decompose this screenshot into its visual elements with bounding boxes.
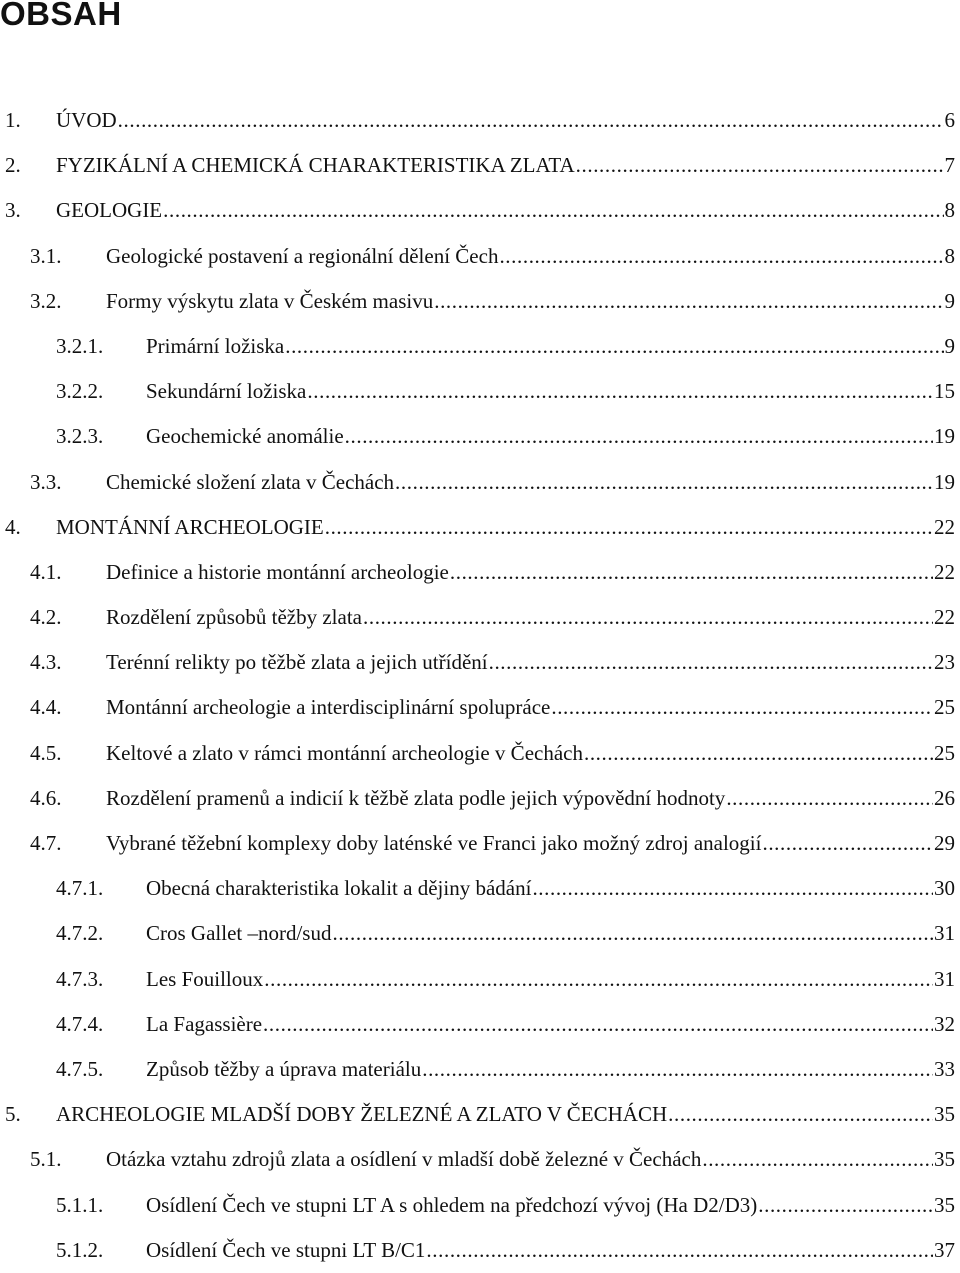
toc-entry-title[interactable]: Obecná charakteristika lokalit a dějiny bádání	[146, 876, 532, 901]
toc-entry-page[interactable]: 33	[934, 1056, 955, 1081]
dot-leader	[163, 188, 943, 233]
dot-leader	[395, 460, 933, 505]
dot-leader	[668, 1092, 933, 1137]
toc-entry-line	[146, 1047, 955, 1092]
toc-entry-title[interactable]: ARCHEOLOGIE MLADŠÍ DOBY ŽELEZNÉ A ZLATO V ČECHÁCH	[56, 1102, 668, 1127]
toc-entry-line	[146, 414, 955, 459]
toc-entry-title[interactable]: Sekundární ložiska	[146, 379, 307, 404]
toc-entry-number: 5.	[5, 1102, 21, 1127]
dot-leader	[584, 731, 933, 776]
toc-entry-line	[146, 911, 955, 956]
toc-entry-line	[146, 1183, 955, 1228]
toc-entry-number: 5.1.1.	[56, 1192, 104, 1217]
toc-entry-title[interactable]: Primární ložiska	[146, 333, 285, 358]
toc-entry-page[interactable]: 35	[934, 1192, 955, 1217]
toc-entry-number: 4.7.	[30, 831, 62, 855]
toc-entry-number: 5.1.	[30, 1147, 62, 1172]
toc-entry-line	[106, 460, 955, 505]
dot-leader	[118, 98, 944, 143]
toc-entry-line	[56, 505, 955, 550]
toc-entry-title[interactable]: Formy výskytu zlata v Českém masivu	[106, 288, 434, 313]
toc-entry-page[interactable]: 15	[934, 379, 955, 404]
toc-entry-line	[106, 595, 955, 640]
toc-entry-title[interactable]: Osídlení Čech ve stupni LT B/C1	[146, 1237, 426, 1262]
toc-entry-title[interactable]: Osídlení Čech ve stupni LT A s ohledem na předchozí vývoj (Ha D2/D3)	[146, 1192, 758, 1217]
dot-leader	[702, 1137, 933, 1182]
toc-entry-page[interactable]: 19	[934, 424, 955, 449]
table-of-contents	[0, 98, 955, 1273]
toc-entry-number: 3.2.1.	[56, 333, 104, 358]
toc-entry-page[interactable]: 37	[934, 1237, 955, 1262]
toc-entry[interactable]	[0, 1047, 955, 1092]
toc-entry[interactable]	[0, 640, 955, 685]
toc-entry-number: 4.5.	[30, 740, 62, 765]
toc-entry-title[interactable]: Les Fouilloux	[146, 966, 264, 991]
toc-entry-title[interactable]: Keltové a zlato v rámci montánní archeologie v Čechách	[106, 740, 583, 765]
toc-entry-title[interactable]: Vybrané těžební komplexy doby laténské ve Franci jako možný zdroj analogií	[106, 831, 762, 855]
dot-leader	[325, 505, 933, 550]
dot-leader	[726, 776, 933, 821]
toc-entry[interactable]	[0, 866, 955, 911]
toc-entry-page[interactable]: 23	[934, 650, 955, 675]
toc-entry-number: 3.	[5, 198, 21, 223]
toc-entry[interactable]	[0, 957, 955, 1002]
toc-entry-page[interactable]: 31	[934, 921, 955, 946]
toc-entry-page[interactable]: 8	[944, 243, 955, 268]
toc-entry-page[interactable]: 30	[934, 876, 955, 901]
toc-entry-line	[146, 324, 955, 369]
toc-entry-number: 4.7.4.	[56, 1011, 104, 1036]
toc-entry-number: 4.7.5.	[56, 1056, 104, 1081]
toc-entry[interactable]	[0, 234, 955, 279]
dot-leader	[363, 595, 933, 640]
toc-entry[interactable]	[0, 1092, 955, 1137]
toc-entry-number: 3.2.	[30, 288, 62, 313]
toc-entry-title[interactable]: Rozdělení způsobů těžby zlata	[106, 605, 362, 630]
toc-entry[interactable]	[0, 279, 955, 324]
toc-entry-number: 4.7.1.	[56, 876, 104, 901]
dot-leader	[264, 957, 933, 1002]
toc-entry-line	[56, 98, 955, 143]
toc-entry[interactable]	[0, 414, 955, 459]
toc-entry-title[interactable]: Otázka vztahu zdrojů zlata a osídlení v mladší době železné v Čechách	[106, 1147, 702, 1172]
toc-entry-page[interactable]: 9	[944, 288, 955, 313]
toc-entry[interactable]	[0, 1183, 955, 1228]
toc-entry-page[interactable]: 22	[934, 514, 955, 539]
toc-entry[interactable]	[0, 369, 955, 414]
toc-entry[interactable]	[0, 595, 955, 640]
toc-entry[interactable]	[0, 911, 955, 956]
toc-entry[interactable]	[0, 460, 955, 505]
toc-entry-page[interactable]: 9	[944, 333, 955, 358]
toc-entry-title[interactable]: Chemické složení zlata v Čechách	[106, 469, 395, 494]
toc-entry-number: 4.7.3.	[56, 966, 104, 991]
toc-entry-line	[106, 279, 955, 324]
toc-entry-number: 5.1.2.	[56, 1237, 104, 1262]
toc-entry-line	[146, 1228, 955, 1273]
toc-entry[interactable]	[0, 550, 955, 595]
dot-leader	[434, 279, 943, 324]
dot-leader	[576, 143, 944, 188]
toc-entry-number: 2.	[5, 153, 21, 178]
toc-entry-title[interactable]: Geochemické anomálie	[146, 424, 344, 449]
toc-entry-title[interactable]: Cros Gallet –nord/sud	[146, 921, 332, 946]
toc-entry-number: 3.2.2.	[56, 379, 104, 404]
toc-entry-number: 4.1.	[30, 559, 62, 584]
toc-entry-page[interactable]: 35	[934, 1147, 955, 1172]
toc-entry-line	[106, 821, 955, 866]
toc-entry-page[interactable]: 31	[934, 966, 955, 991]
toc-entry-line	[106, 776, 955, 821]
toc-entry-line	[106, 1137, 955, 1182]
toc-entry-line	[56, 188, 955, 233]
dot-leader	[758, 1183, 933, 1228]
toc-entry-title[interactable]: Definice a historie montánní archeologie	[106, 559, 449, 584]
toc-entry[interactable]	[0, 1228, 955, 1273]
toc-entry[interactable]	[0, 188, 955, 233]
toc-entry-title[interactable]: Geologické postavení a regionální dělení Čech	[106, 243, 499, 268]
toc-entry-title[interactable]: FYZIKÁLNÍ A CHEMICKÁ CHARAKTERISTIKA ZLATA	[56, 153, 575, 178]
toc-entry[interactable]	[0, 821, 955, 866]
toc-entry-page[interactable]: 22	[934, 605, 955, 630]
toc-entry[interactable]	[0, 776, 955, 821]
toc-entry[interactable]	[0, 685, 955, 730]
toc-entry-line	[106, 685, 955, 730]
toc-entry-page[interactable]: 19	[934, 469, 955, 494]
toc-entry[interactable]	[0, 731, 955, 776]
dot-leader	[450, 550, 933, 595]
toc-entry-page[interactable]: 32	[934, 1011, 955, 1036]
toc-entry-number: 4.4.	[30, 695, 62, 720]
toc-entry-number: 1.	[5, 108, 21, 132]
toc-entry-page[interactable]: 35	[934, 1102, 955, 1127]
dot-leader	[489, 640, 933, 685]
toc-entry[interactable]	[0, 98, 955, 143]
toc-entry[interactable]	[0, 324, 955, 369]
dot-leader	[762, 821, 933, 866]
toc-entry-page[interactable]: 29	[934, 831, 955, 855]
toc-entry-number: 4.7.2.	[56, 921, 104, 946]
dot-leader	[332, 911, 933, 956]
toc-entry-page[interactable]: 7	[944, 153, 955, 178]
toc-entry-page[interactable]: 6	[944, 108, 955, 132]
dot-leader	[285, 324, 943, 369]
toc-entry-title[interactable]: ÚVOD	[56, 108, 117, 132]
toc-entry-page[interactable]: 22	[934, 559, 955, 584]
toc-entry-number: 3.3.	[30, 469, 62, 494]
toc-entry-page[interactable]: 25	[934, 740, 955, 765]
dot-leader	[263, 1002, 933, 1047]
dot-leader	[422, 1047, 933, 1092]
toc-entry[interactable]	[0, 505, 955, 550]
toc-entry-number: 4.	[5, 514, 21, 539]
toc-entry-line	[146, 369, 955, 414]
toc-entry-title[interactable]: Rozdělení pramenů a indicií k těžbě zlata podle jejich výpovědní hodnoty	[106, 785, 726, 810]
dot-leader	[551, 685, 933, 730]
toc-entry-number: 4.6.	[30, 785, 62, 810]
toc-entry-page[interactable]: 8	[944, 198, 955, 223]
toc-entry-line	[146, 866, 955, 911]
toc-entry-number: 4.2.	[30, 605, 62, 630]
toc-entry-line	[56, 143, 955, 188]
toc-entry-page[interactable]: 25	[934, 695, 955, 720]
toc-entry-title[interactable]: Způsob těžby a úprava materiálu	[146, 1056, 422, 1081]
toc-entry[interactable]	[0, 1002, 955, 1047]
dot-leader	[426, 1228, 933, 1273]
toc-entry-line	[106, 550, 955, 595]
toc-entry-line	[56, 1092, 955, 1137]
toc-entry-number: 3.1.	[30, 243, 62, 268]
toc-entry-number: 4.3.	[30, 650, 62, 675]
dot-leader	[307, 369, 933, 414]
dot-leader	[345, 414, 933, 459]
toc-entry-line	[106, 234, 955, 279]
toc-entry-number: 3.2.3.	[56, 424, 104, 449]
toc-entry-title[interactable]: GEOLOGIE	[56, 198, 163, 223]
toc-entry-title[interactable]: La Fagassière	[146, 1011, 263, 1036]
dot-leader	[499, 234, 943, 279]
toc-entry-line	[146, 957, 955, 1002]
page-title: OBSAH	[0, 0, 122, 32]
toc-entry-line	[106, 640, 955, 685]
toc-entry-page[interactable]: 26	[934, 785, 955, 810]
toc-entry-line	[146, 1002, 955, 1047]
toc-entry-title[interactable]: Terénní relikty po těžbě zlata a jejich utřídění	[106, 650, 488, 675]
dot-leader	[532, 866, 933, 911]
toc-entry-title[interactable]: Montánní archeologie a interdisciplinární spolupráce	[106, 695, 551, 720]
toc-entry-line	[106, 731, 955, 776]
toc-entry-title[interactable]: MONTÁNNÍ ARCHEOLOGIE	[56, 514, 324, 539]
toc-entry[interactable]	[0, 143, 955, 188]
toc-entry[interactable]	[0, 1137, 955, 1182]
